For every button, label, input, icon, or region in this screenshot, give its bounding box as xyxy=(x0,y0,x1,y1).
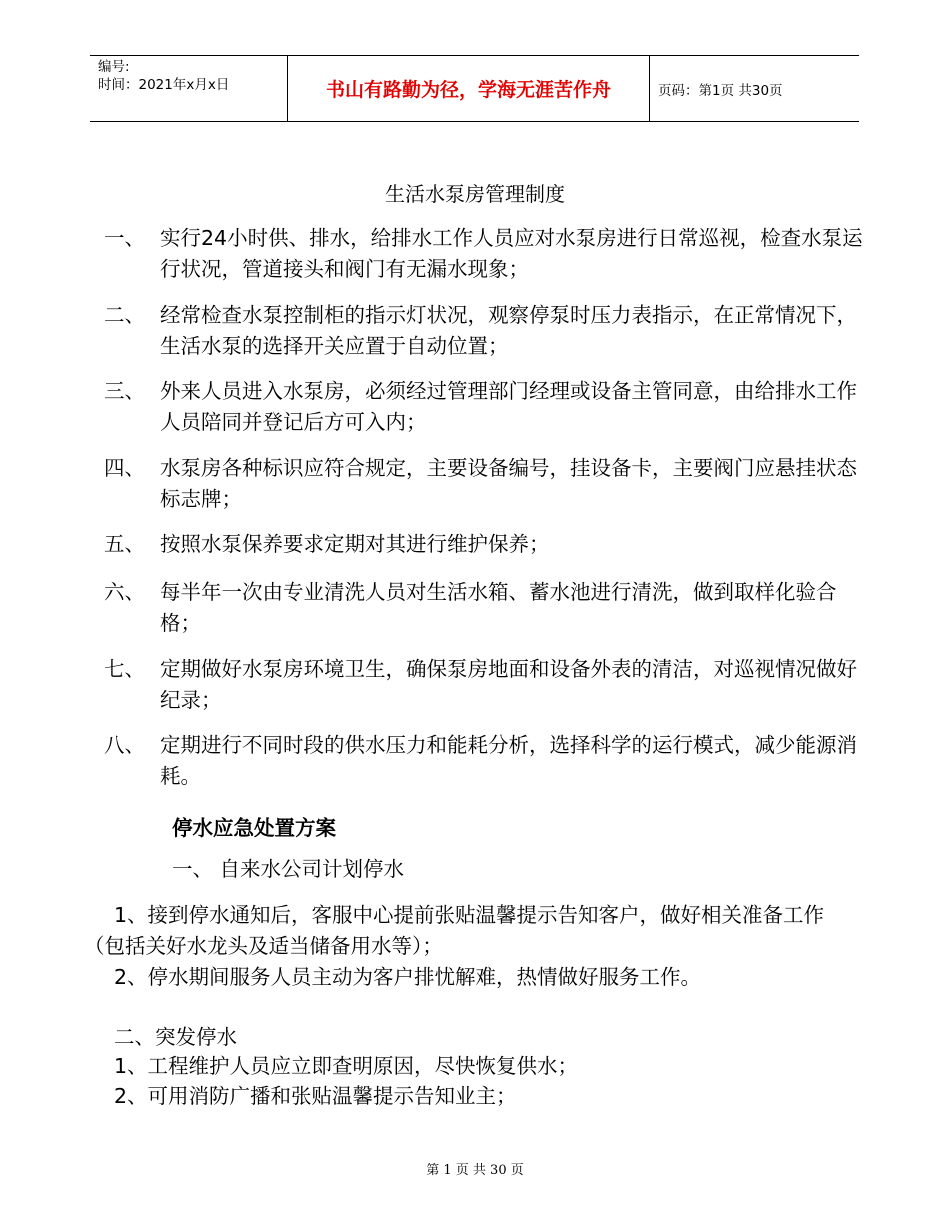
rule-text: 经常检查水泵控制柜的指示灯状况，观察停泵时压力表指示，在正常情况下，生活水泵的选择开关应置于自动位置； xyxy=(160,303,857,358)
section1-item: 2、停水期间服务人员主动为客户排忧解难，热情做好服务工作。 xyxy=(114,965,702,989)
section2-heading: 二、突发停水 xyxy=(114,1025,237,1049)
rule-text: 按照水泵保养要求定期对其进行维护保养； xyxy=(160,532,550,556)
header-left-cell xyxy=(90,56,287,121)
number-label: 编号: xyxy=(98,59,130,75)
time-label: 时间：2021年x月x日 xyxy=(98,77,230,93)
page-info: 页码：第1页 共30页 xyxy=(658,82,783,99)
rule-number: 六、 xyxy=(104,580,145,604)
rule-text: 定期做好水泵房环境卫生，确保泵房地面和设备外表的清洁，对巡视情况做好纪录； xyxy=(160,657,857,712)
rule-text: 外来人员进入水泵房，必须经过管理部门经理或设备主管同意，由给排水工作人员陪同并登记后方可入内； xyxy=(160,379,857,434)
rule-number: 三、 xyxy=(104,379,145,403)
section1-item: 1、接到停水通知后，客服中心提前张贴温馨提示告知客户，做好相关准备工作（包括关好水龙头及适当储备用水等）； xyxy=(84,903,825,958)
rule-text: 水泵房各种标识应符合规定，主要设备编号，挂设备卡，主要阀门应悬挂状态标志牌； xyxy=(160,456,857,511)
rule-number: 四、 xyxy=(104,456,145,480)
header-table xyxy=(90,55,859,122)
motto: 书山有路勤为径，学海无涯苦作舟 xyxy=(287,56,650,121)
rule-number: 八、 xyxy=(104,733,145,757)
section2-item: 1、工程维护人员应立即查明原因，尽快恢复供水； xyxy=(114,1054,579,1078)
rule-text: 实行24小时供、排水，给排水工作人员应对水泵房进行日常巡视，检查水泵运行状况，管道接头和阀门有无漏水现象； xyxy=(160,226,863,281)
rule-text: 定期进行不同时段的供水压力和能耗分析，选择科学的运行模式，减少能源消耗。 xyxy=(160,733,857,788)
plan-title: 停水应急处置方案 xyxy=(172,816,336,840)
rule-number: 一、 xyxy=(104,226,145,250)
section2-item: 2、可用消防广播和张贴温馨提示告知业主； xyxy=(114,1084,517,1108)
rule-number: 五、 xyxy=(104,532,145,556)
page-footer: 第 1 页 共 30 页 xyxy=(426,1163,524,1178)
section1-heading: 一、 自来水公司计划停水 xyxy=(172,857,405,881)
rule-number: 七、 xyxy=(104,657,145,681)
doc-title: 生活水泵房管理制度 xyxy=(385,182,565,206)
rule-text: 每半年一次由专业清洗人员对生活水箱、蓄水池进行清洗，做到取样化验合格； xyxy=(160,580,837,635)
rule-number: 二、 xyxy=(104,303,145,327)
